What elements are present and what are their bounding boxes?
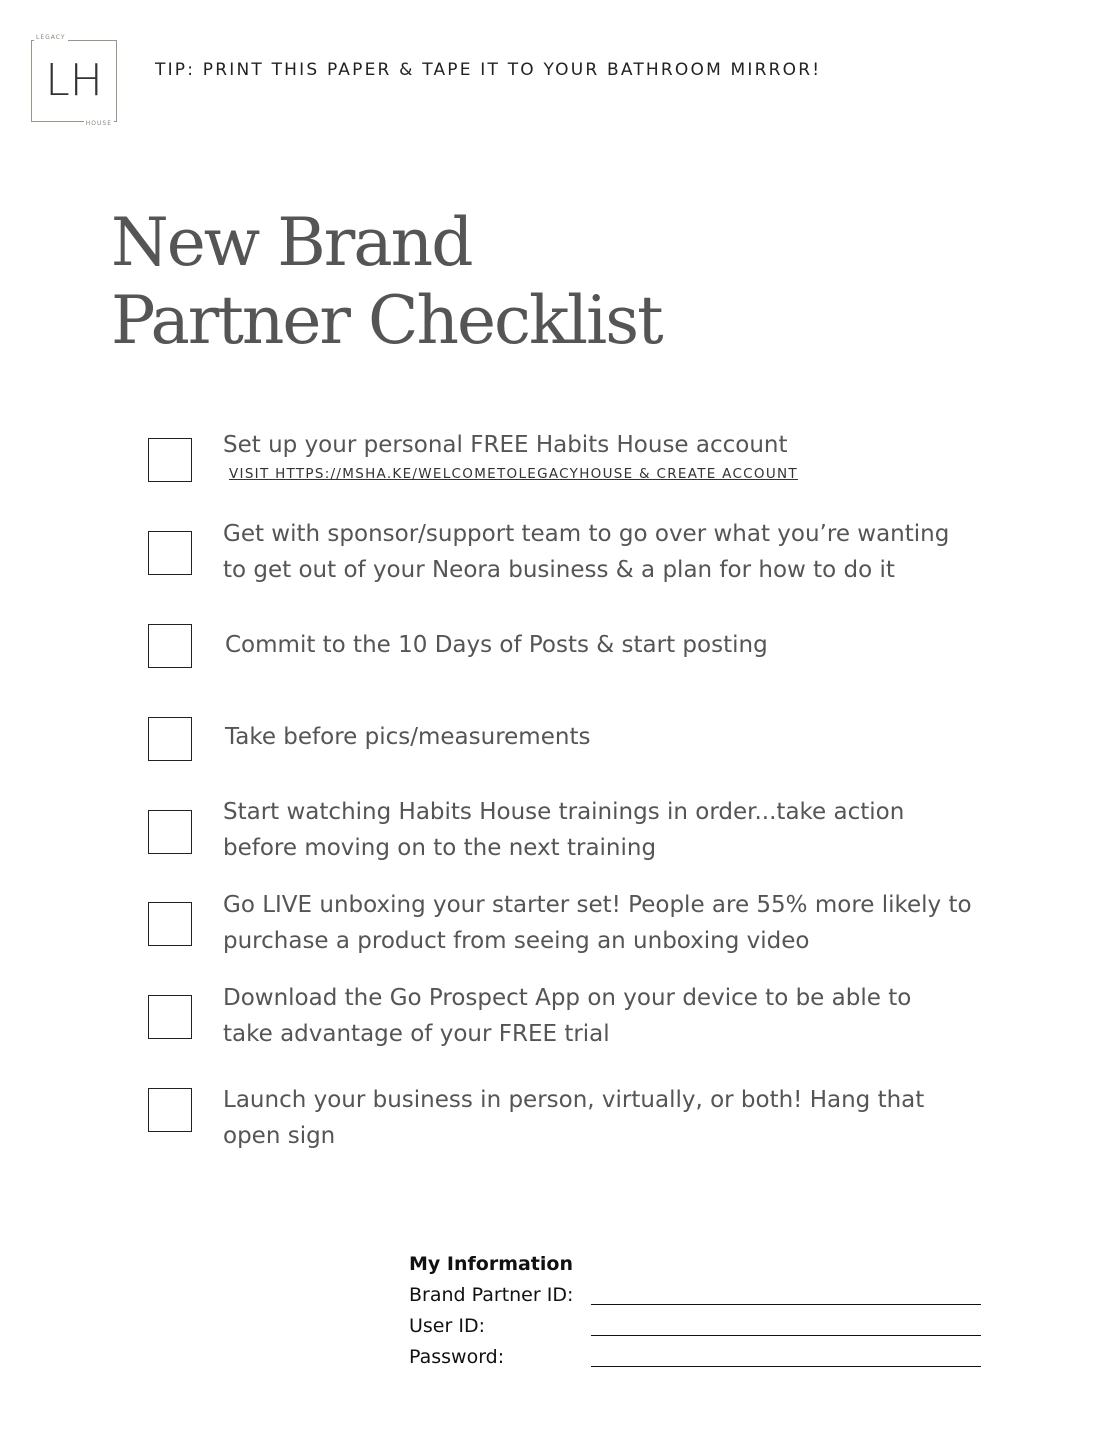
brand-partner-id-blank[interactable]: [591, 1303, 981, 1305]
password-label: Password:: [409, 1346, 505, 1368]
user-id-blank[interactable]: [591, 1334, 981, 1336]
checklist-item-5: [223, 794, 904, 866]
checklist-item-2: [223, 516, 949, 588]
checklist-item-4-line-1: Take before pics/measurements: [225, 724, 591, 750]
checklist-item-6: [223, 887, 972, 959]
title-line-1: New Brand: [111, 204, 472, 281]
checklist-item-8-line-2: open sign: [223, 1123, 336, 1149]
password-blank[interactable]: [591, 1365, 981, 1367]
checklist-item-5-line-1: Start watching Habits House trainings in order...take action: [223, 799, 905, 825]
checklist-item-5-line-2: before moving on to the next training: [223, 835, 657, 861]
checklist-item-8-line-1: Launch your business in person, virtually, or both! Hang that: [223, 1087, 925, 1113]
checkbox-6[interactable]: [148, 902, 192, 946]
checkbox-2[interactable]: [148, 531, 192, 575]
my-information-heading: My Information: [409, 1253, 573, 1275]
legacy-house-logo: [31, 34, 117, 127]
checklist-item-7-line-2: take advantage of your FREE trial: [223, 1021, 610, 1047]
checkbox-1[interactable]: [148, 438, 192, 482]
checkbox-8[interactable]: [148, 1088, 192, 1132]
checklist-item-6-line-2: purchase a product from seeing an unboxing video: [223, 928, 810, 954]
create-account-link[interactable]: VISIT HTTPS://MSHA.KE/WELCOMETOLEGACYHOUSE & CREATE ACCOUNT: [229, 466, 798, 482]
checklist-item-1-line-1: Set up your personal FREE Habits House account: [223, 432, 788, 458]
checklist-item-3-line-1: Commit to the 10 Days of Posts & start posting: [225, 632, 768, 658]
checklist-item-6-line-1: Go LIVE unboxing your starter set! People are 55% more likely to: [223, 892, 972, 918]
brand-partner-id-label: Brand Partner ID:: [409, 1284, 574, 1306]
checklist-item-7: [223, 980, 911, 1052]
checklist-item-2-line-2: to get out of your Neora business & a plan for how to do it: [223, 557, 895, 583]
title-line-2: Partner Checklist: [111, 282, 662, 359]
checkbox-4[interactable]: [148, 717, 192, 761]
page-title: [111, 204, 662, 360]
checklist-item-8: [223, 1082, 924, 1154]
tip-text: TIP: PRINT THIS PAPER & TAPE IT TO YOUR BATHROOM MIRROR!: [155, 60, 822, 80]
checklist-item-3: [225, 627, 768, 663]
logo-top-text: LEGACY: [36, 34, 66, 41]
checklist-item-1: [223, 427, 788, 463]
checkbox-3[interactable]: [148, 624, 192, 668]
checklist-item-2-line-1: Get with sponsor/support team to go over what you’re wanting: [223, 521, 950, 547]
checklist-item-4: [225, 719, 590, 755]
logo-bottom-text: HOUSE: [85, 120, 112, 127]
checklist-item-7-line-1: Download the Go Prospect App on your device to be able to: [223, 985, 912, 1011]
logo-monogram: LH: [45, 55, 103, 106]
checkbox-7[interactable]: [148, 995, 192, 1039]
checkbox-5[interactable]: [148, 810, 192, 854]
user-id-label: User ID:: [409, 1315, 485, 1337]
